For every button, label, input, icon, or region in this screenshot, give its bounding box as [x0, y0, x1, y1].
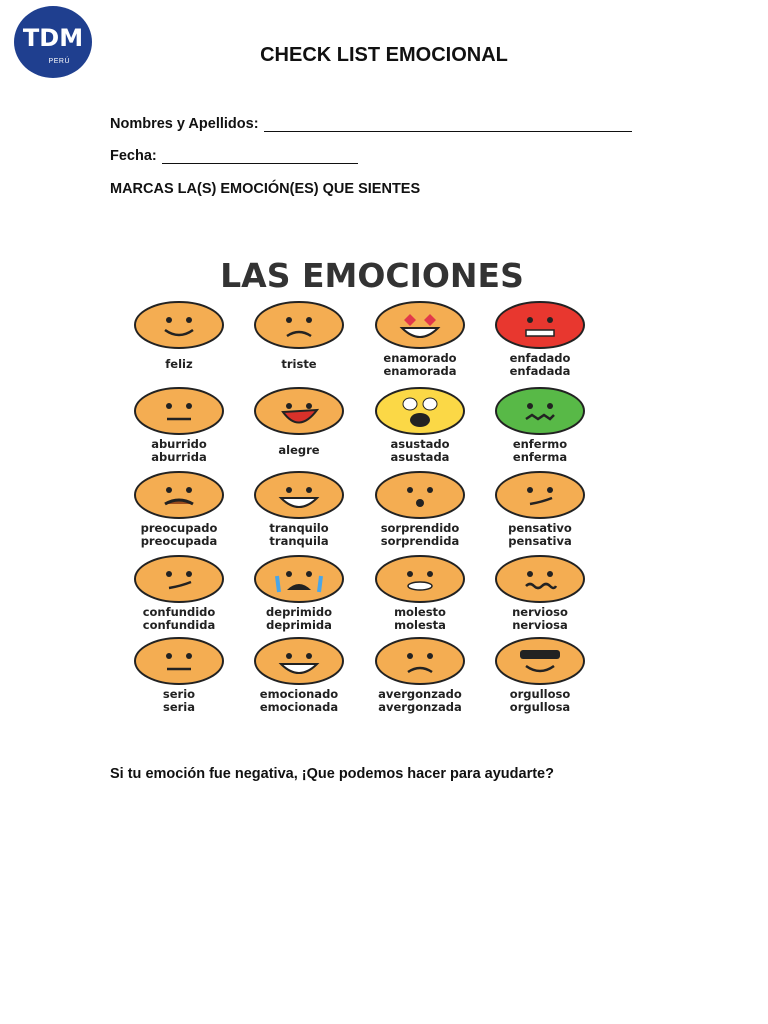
emotion-label — [355, 438, 485, 464]
emotion-label-line2: molesta — [394, 618, 446, 632]
emotion-label — [234, 606, 364, 632]
name-label: Nombres y Apellidos: — [110, 116, 259, 132]
poster-title: LAS EMOCIONES — [220, 256, 524, 295]
name-field[interactable] — [110, 116, 632, 132]
face-icon — [491, 554, 589, 604]
emotion-label — [355, 352, 485, 378]
logo-text: TDM — [22, 24, 84, 52]
face-icon — [130, 386, 228, 436]
emotion-label-line1: confundido — [142, 605, 216, 619]
emotion-label — [234, 444, 364, 457]
emotion-label — [475, 606, 605, 632]
face-icon — [491, 300, 589, 350]
emotion-label-line2: orgullosa — [509, 700, 571, 714]
help-question: Si tu emoción fue negativa, ¡Que podemos hacer para ayudarte? — [110, 766, 554, 782]
emotion-label — [234, 358, 364, 371]
emotion-label-line2: enamorada — [383, 364, 457, 378]
emotion-label-line1: enfadado — [509, 351, 571, 365]
face-icon — [130, 300, 228, 350]
emotion-label — [475, 352, 605, 378]
face-icon — [491, 470, 589, 520]
emotion-label-line1: asustado — [390, 437, 450, 451]
emotion-label — [114, 688, 244, 714]
emotion-label-line1: emocionado — [259, 687, 339, 701]
emotion-item-aburrido[interactable] — [114, 386, 244, 471]
emotion-item-asustado[interactable] — [355, 386, 485, 471]
emotion-label-line2: tranquila — [269, 534, 329, 548]
emotion-label-line2: nerviosa — [512, 618, 568, 632]
face-icon — [250, 554, 348, 604]
emotion-item-alegre[interactable] — [234, 386, 364, 471]
emotion-label-line1: feliz — [165, 357, 193, 371]
emotion-label-line1: aburrido — [151, 437, 207, 451]
emotion-item-molesto[interactable] — [355, 554, 485, 639]
instruction-text: MARCAS LA(S) EMOCIÓN(ES) QUE SIENTES — [110, 181, 421, 197]
emotion-label-line1: enfermo — [512, 437, 568, 451]
date-label: Fecha: — [110, 148, 157, 164]
emotion-item-emocionado[interactable] — [234, 636, 364, 721]
face-icon — [371, 300, 469, 350]
face-icon — [371, 554, 469, 604]
face-icon — [491, 386, 589, 436]
emotion-label-line1: nervioso — [512, 605, 568, 619]
emotion-label-line1: enamorado — [383, 351, 457, 365]
date-field[interactable] — [110, 148, 358, 164]
date-blank-line[interactable] — [162, 149, 358, 164]
logo-subtext: PERÚ — [48, 58, 70, 65]
tdm-logo — [14, 6, 92, 78]
emotion-item-serio[interactable] — [114, 636, 244, 721]
face-icon — [491, 636, 589, 686]
face-icon — [130, 636, 228, 686]
emotion-item-triste[interactable] — [234, 300, 364, 385]
face-icon — [250, 470, 348, 520]
emotion-item-nervioso[interactable] — [475, 554, 605, 639]
emotion-item-deprimido[interactable] — [234, 554, 364, 639]
emotion-label-line2: asustada — [390, 450, 450, 464]
emotion-label — [234, 522, 364, 548]
emotion-item-enfermo[interactable] — [475, 386, 605, 471]
emotion-label-line2: confundida — [142, 618, 216, 632]
face-icon — [130, 554, 228, 604]
emotion-label-line1: avergonzado — [378, 687, 462, 701]
emotion-label-line2: enfadada — [509, 364, 571, 378]
emotion-label — [475, 688, 605, 714]
emotion-label-line1: alegre — [278, 443, 320, 457]
emotion-label-line2: preocupada — [140, 534, 218, 548]
emotion-label — [475, 438, 605, 464]
emotion-label-line2: avergonzada — [378, 700, 462, 714]
emotion-label-line1: deprimido — [266, 605, 332, 619]
emotion-label — [475, 522, 605, 548]
face-icon — [371, 386, 469, 436]
emotion-item-preocupado[interactable] — [114, 470, 244, 555]
emotion-item-feliz[interactable] — [114, 300, 244, 385]
emotion-item-enfadado[interactable] — [475, 300, 605, 385]
face-icon — [250, 300, 348, 350]
emotion-label — [114, 522, 244, 548]
emotion-item-confundido[interactable] — [114, 554, 244, 639]
emotion-label — [234, 688, 364, 714]
emotion-label — [114, 358, 244, 371]
emotion-label — [114, 438, 244, 464]
face-icon — [250, 386, 348, 436]
emotion-label-line2: enferma — [512, 450, 568, 464]
emotion-label-line2: deprimida — [266, 618, 332, 632]
emotion-item-orgulloso[interactable] — [475, 636, 605, 721]
name-blank-line[interactable] — [264, 117, 632, 132]
emotion-label-line2: sorprendida — [380, 534, 460, 548]
face-icon — [371, 636, 469, 686]
face-icon — [250, 636, 348, 686]
page-title: CHECK LIST EMOCIONAL — [260, 44, 508, 66]
emotion-item-pensativo[interactable] — [475, 470, 605, 555]
emotion-label-line1: serio — [162, 687, 196, 701]
emotion-label-line2: aburrida — [151, 450, 207, 464]
emotion-label — [114, 606, 244, 632]
emotion-label — [355, 522, 485, 548]
emotion-label-line1: triste — [281, 357, 317, 371]
emotion-label-line1: pensativo — [508, 521, 572, 535]
emotion-label-line2: pensativa — [508, 534, 572, 548]
emotion-label-line1: preocupado — [140, 521, 218, 535]
emotion-item-sorprendido[interactable] — [355, 470, 485, 555]
emotion-label-line2: seria — [162, 700, 196, 714]
emotion-label-line1: tranquilo — [269, 521, 329, 535]
emotion-label-line2: emocionada — [259, 700, 339, 714]
emotion-label — [355, 606, 485, 632]
emotion-item-enamorado[interactable] — [355, 300, 485, 385]
emotion-label-line1: molesto — [394, 605, 446, 619]
emotion-label — [355, 688, 485, 714]
emotion-label-line1: orgulloso — [509, 687, 571, 701]
face-icon — [130, 470, 228, 520]
emotion-label-line1: sorprendido — [380, 521, 460, 535]
emotion-item-avergonzado[interactable] — [355, 636, 485, 721]
emotions-poster — [112, 238, 632, 728]
face-icon — [371, 470, 469, 520]
emotion-item-tranquilo[interactable] — [234, 470, 364, 555]
